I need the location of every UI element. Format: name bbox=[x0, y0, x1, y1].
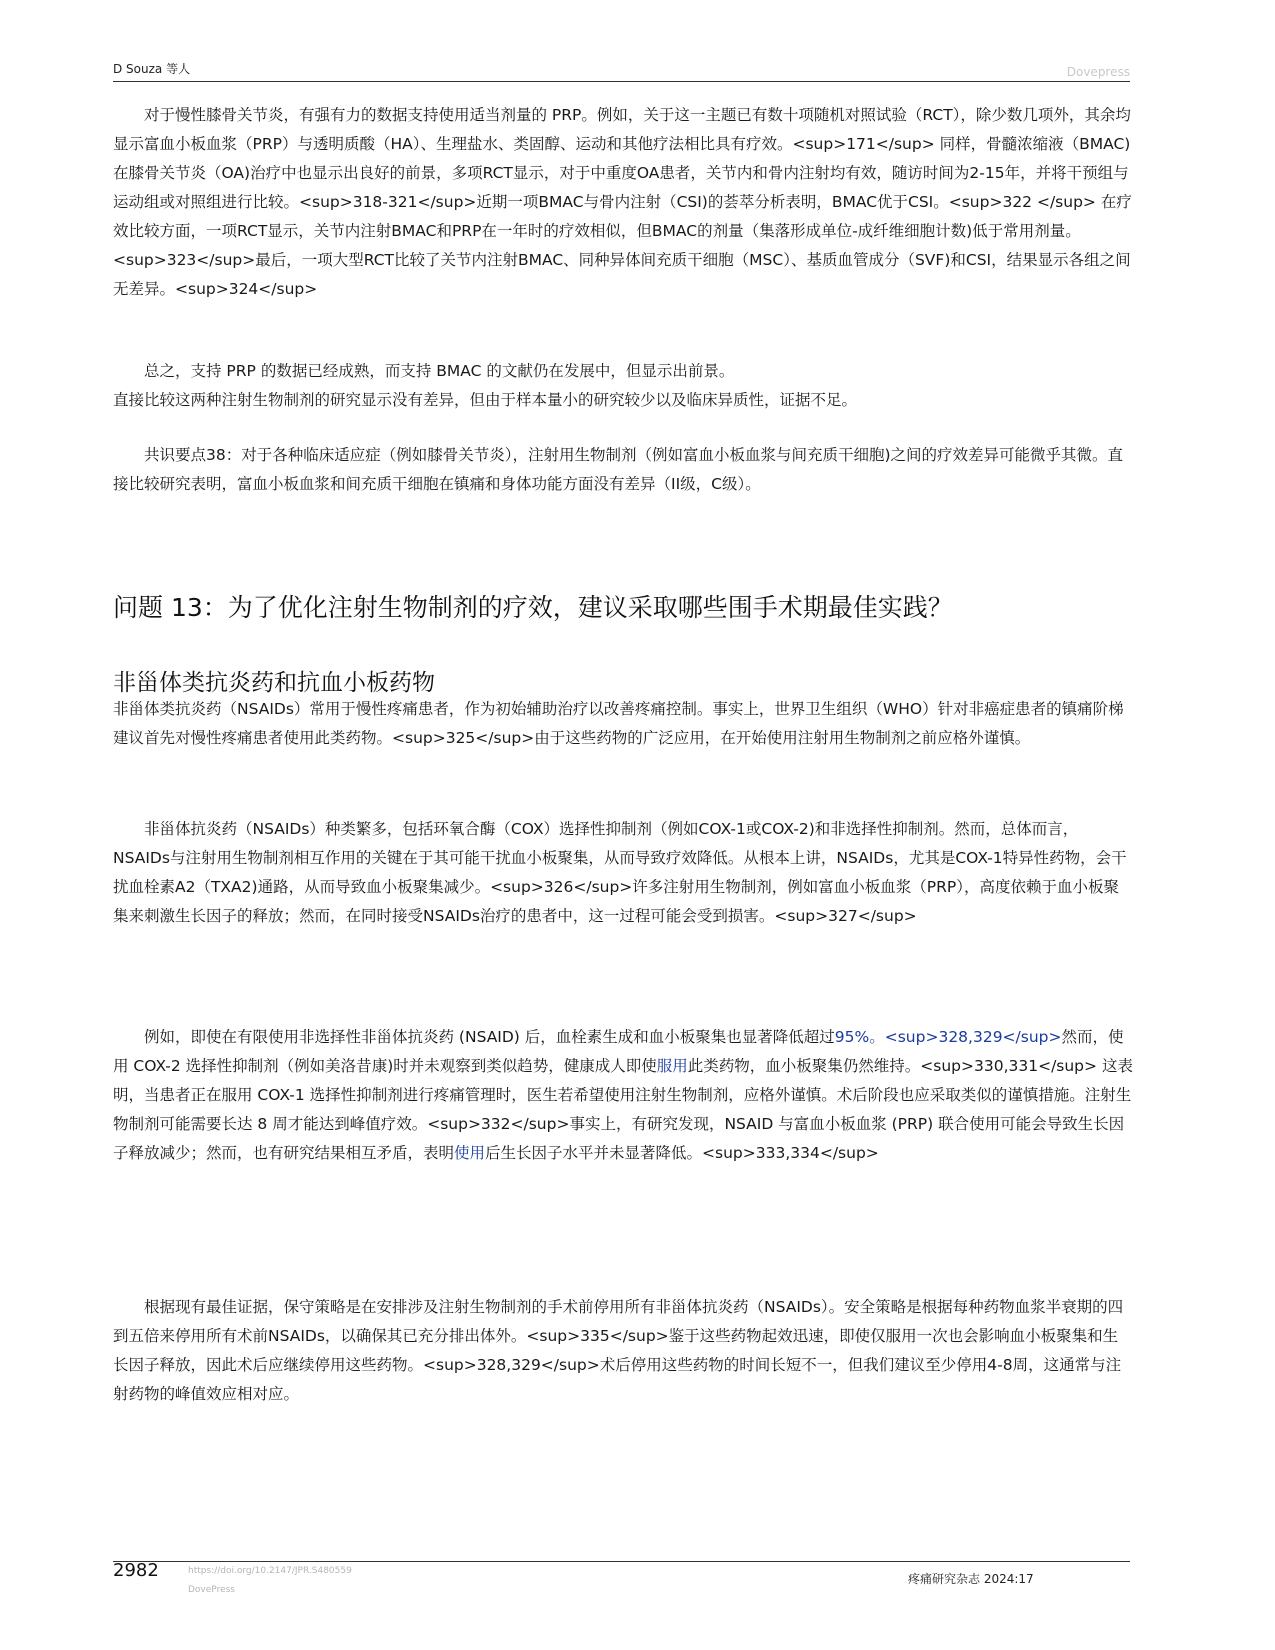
highlighted-term: 使用 bbox=[454, 1144, 486, 1162]
paragraph-text: 然而，使用 COX-2 选择性抑制剂（例如美洛昔康)时并未观察到类似趋势，健康成人即使 bbox=[113, 1028, 1124, 1075]
running-header-publisher: Dovepress bbox=[1066, 65, 1130, 79]
page-number: 2982 bbox=[113, 1560, 159, 1581]
paragraph-nsaid-intro: 非甾体类抗炎药（NSAIDs）常用于慢性疼痛患者，作为初始辅助治疗以改善疼痛控制。事实上，世界卫生组织（WHO）针对非癌症患者的镇痛阶梯建议首先对慢性疼痛患者使用此类药物。<sup>325</sup>由于这些药物的广泛应用，在开始使用注射用生物制剂之前应格外谨慎。 bbox=[113, 700, 1124, 747]
paragraph-nsaid-mechanism: 非甾体抗炎药（NSAIDs）种类繁多，包括环氧合酶（COX）选择性抑制剂（例如COX-1或COX-2)和非选择性抑制剂。然而，总体而言，NSAIDs与注射用生物制剂相互作用的关键在于其可能干扰血小板聚集，从而导致疗效降低。从根本上讲，NSAIDs，尤其是COX-1特异性药物，会干扰血栓素A2（TXA2)通路，从而导致血小板聚集减少。<sup>326</sup>许多注射用生物制剂，例如富血小板血浆（PRP），高度依赖于血小板聚集来刺激生长因子的释放；然而，在同时接受NSAIDs治疗的患者中，这一过程可能会受到损害。<sup>327</sup> bbox=[113, 820, 1127, 925]
journal-citation: 疼痛研究杂志 2024:17 bbox=[908, 1572, 1034, 1586]
footer-divider bbox=[113, 1561, 1130, 1562]
paragraph-consensus-point-38: 共识要点38：对于各种临床适应症（例如膝骨关节炎），注射用生物制剂（例如富血小板血浆与间充质干细胞)之间的疗效差异可能微乎其微。直接比较研究表明，富血小板血浆和间充质干细胞在镇痛和身体功能方面没有差异（II级，C级）。 bbox=[113, 446, 1124, 493]
header-divider bbox=[113, 81, 1130, 82]
paragraph-text: 后生长因子水平并未显著降低。<sup>333,334</sup> bbox=[485, 1144, 879, 1162]
paragraph-perioperative-strategy: 根据现有最佳证据，保守策略是在安排涉及注射生物制剂的手术前停用所有非甾体抗炎药（NSAIDs）。安全策略是根据每种药物血浆半衰期的四到五倍来停用所有术前NSAIDs，以确保其已充分排出体外。<sup>335</sup>鉴于这些药物起效迅速，即使仅服用一次也会影响血小板聚集和生长因子释放，因此术后应继续停用这些药物。<sup>328,329</sup>术后停用这些药物的时间长短不一，但我们建议至少停用4-8周，这通常与注射药物的峰值效应相对应。 bbox=[113, 1298, 1124, 1403]
highlighted-term: 服用 bbox=[656, 1057, 688, 1075]
running-header-authors: D Souza 等人 bbox=[113, 62, 191, 76]
question-13-heading: 问题 13：为了优化注射生物制剂的疗效，建议采取哪些围手术期最佳实践？ bbox=[113, 593, 953, 622]
paragraph-text: 例如，即使在有限使用非选择性非甾体抗炎药 (NSAID) 后，血栓素生成和血小板聚集也显著降低超过 bbox=[144, 1028, 835, 1046]
citation-link[interactable]: 95%。<sup>328,329</sup> bbox=[834, 1028, 1062, 1046]
paragraph-summary-line2: 直接比较这两种注射生物制剂的研究显示没有差异，但由于样本量小的研究较少以及临床异质性，证据不足。 bbox=[113, 391, 858, 409]
paragraph-text: 此类药物，血小板聚集仍然维持。<sup>330,331</sup> 这表明，当患者正在服用 COX-1 选择性抑制剂进行疼痛管理时，医生若希望使用注射生物制剂，应格外谨慎。术后阶段也应采取类似的谨慎措施。注射生物制剂可能需要长达 8 周才能达到峰值疗效。<sup>332</sup>事实上，有研究发现，NSAID 与富血小板血浆 (PRP) 联合使用可能会导致生长因子释放减少；然而，也有研究结果相互矛盾，表明 bbox=[113, 1057, 1133, 1162]
footer-publisher: DovePress bbox=[188, 1585, 235, 1595]
section-heading-nsaids: 非甾体类抗炎药和抗血小板药物 bbox=[113, 670, 435, 696]
paragraph-cox-selectivity bbox=[113, 1023, 1133, 1168]
doi-link[interactable]: https://doi.org/10.2147/JPR.S480559 bbox=[188, 1566, 352, 1576]
paragraph-knee-oa-evidence: 对于慢性膝骨关节炎，有强有力的数据支持使用适当剂量的 PRP。例如，关于这一主题已有数十项随机对照试验（RCT），除少数几项外，其余均显示富血小板血浆（PRP）与透明质酸（HA）、生理盐水、类固醇、运动和其他疗法相比具有疗效。<sup>171</sup> 同样，骨髓浓缩液（BMAC)在膝骨关节炎（OA)治疗中也显示出良好的前景，多项RCT显示，对于中重度OA患者，关节内和骨内注射均有效，随访时间为2-15年，并将干预组与运动组或对照组进行比较。<sup>318-321</sup>近期一项BMAC与骨内注射（CSI)的荟萃分析表明，BMAC优于CSI。<sup>322 </sup> 在疗效比较方面，一项RCT显示，关节内注射BMAC和PRP在一年时的疗效相似，但BMAC的剂量（集落形成单位-成纤维细胞计数)低于常用剂量。<sup>323</sup>最后，一项大型RCT比较了关节内注射BMAC、同种异体间充质干细胞（MSC）、基质血管成分（SVF)和CSI，结果显示各组之间无差异。<sup>324</sup> bbox=[113, 106, 1132, 298]
paragraph-summary-line1: 总之，支持 PRP 的数据已经成熟，而支持 BMAC 的文献仍在发展中，但显示出前景。 bbox=[144, 362, 735, 380]
